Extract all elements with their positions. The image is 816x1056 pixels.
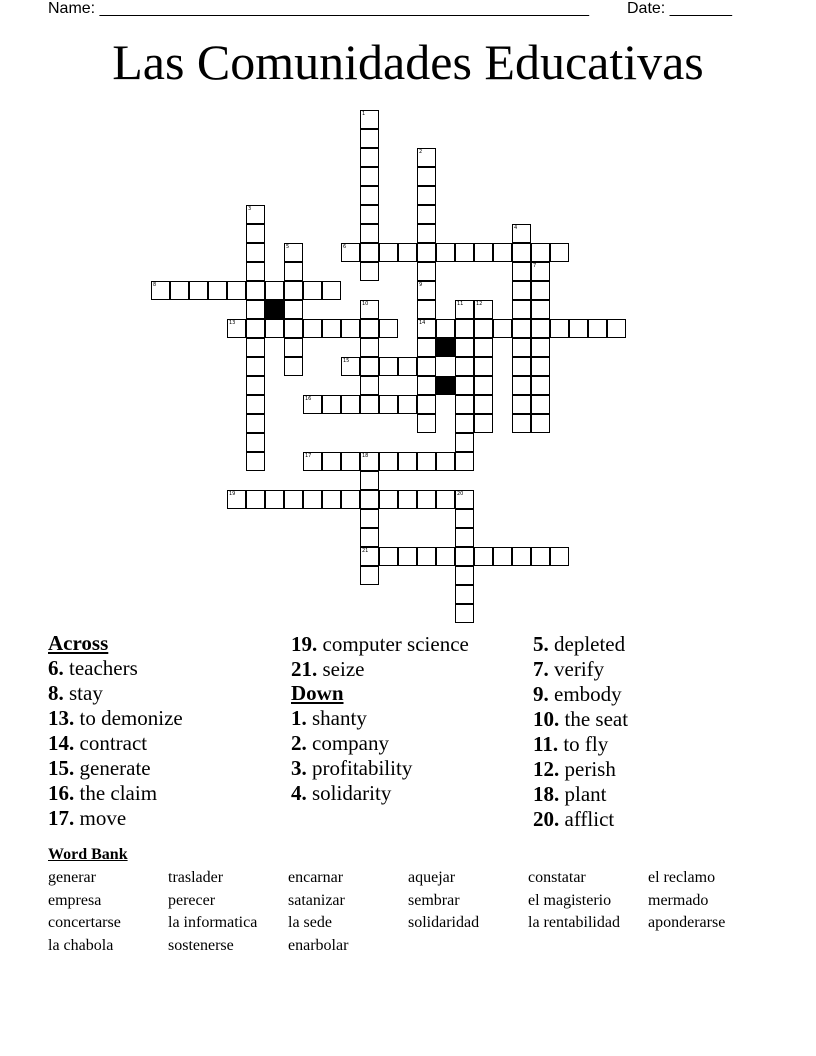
clue-item (48, 756, 183, 781)
crossword-cell[interactable] (246, 414, 265, 433)
crossword-cell[interactable] (360, 452, 379, 471)
crossword-cell[interactable] (322, 452, 341, 471)
clue-item (291, 632, 469, 657)
crossword-cell[interactable] (398, 395, 417, 414)
crossword-cell[interactable] (417, 167, 436, 186)
crossword-cell[interactable] (246, 243, 265, 262)
clue-text: contract (74, 731, 148, 755)
clue-text: plant (559, 782, 607, 806)
clue-number: 8 (153, 282, 157, 288)
clue-text: computer science (317, 632, 469, 656)
crossword-cell[interactable] (360, 186, 379, 205)
crossword-cell[interactable] (379, 243, 398, 262)
clue-item (533, 757, 628, 782)
crossword-cell[interactable] (341, 357, 360, 376)
crossword-cell[interactable] (151, 281, 170, 300)
crossword-cell[interactable] (455, 357, 474, 376)
clue-text: profitability (306, 756, 413, 780)
crossword-cell[interactable] (550, 243, 569, 262)
crossword-cell[interactable] (341, 490, 360, 509)
word-bank-word: sostenerse (168, 936, 234, 954)
crossword-cell[interactable] (303, 319, 322, 338)
crossword-cell[interactable] (512, 281, 531, 300)
date-field-label: Date: _______ (627, 0, 732, 17)
clue-item (533, 707, 628, 732)
crossword-cell[interactable] (284, 338, 303, 357)
crossword-cell[interactable] (417, 490, 436, 509)
crossword-cell[interactable] (246, 357, 265, 376)
clue-number: 7 (533, 263, 537, 269)
clue-text: shanty (306, 706, 367, 730)
name-field-label: Name: _______________________________________________________ (48, 0, 589, 17)
crossword-cell[interactable] (474, 414, 493, 433)
crossword-cell[interactable] (569, 319, 588, 338)
crossword-cell[interactable] (531, 414, 550, 433)
crossword-cell[interactable] (417, 186, 436, 205)
clue-number: 14 (419, 320, 426, 326)
crossword-cell[interactable] (493, 547, 512, 566)
crossword-cell[interactable] (455, 490, 474, 509)
word-bank-word: la rentabilidad (528, 914, 620, 931)
crossword-cell[interactable] (246, 490, 265, 509)
crossword-cell[interactable] (379, 319, 398, 338)
clue-number: 10 (362, 301, 369, 307)
word-bank-word: satanizar (288, 891, 345, 909)
crossword-cell[interactable] (379, 395, 398, 414)
word-bank-word: el reclamo (648, 869, 716, 886)
crossword-cell[interactable] (417, 452, 436, 471)
crossword-cell[interactable] (265, 281, 284, 300)
crossword-cell[interactable] (360, 110, 379, 129)
clue-number: 11 (457, 301, 464, 307)
crossword-cell[interactable] (512, 224, 531, 243)
crossword-cell[interactable] (284, 490, 303, 509)
clue-number: 5 (286, 244, 290, 250)
crossword-cell[interactable] (360, 224, 379, 243)
crossword-cell[interactable] (246, 338, 265, 357)
word-bank-title: Word Bank (48, 846, 128, 863)
crossword-cell[interactable] (398, 452, 417, 471)
word-bank-word: solidaridad (408, 914, 480, 931)
word-bank-word: perecer (168, 891, 216, 909)
clue-column-1 (48, 632, 183, 831)
clue-item (48, 731, 183, 756)
clue-text: company (306, 731, 389, 755)
clue-number: 2. (291, 731, 307, 755)
crossword-cell[interactable] (360, 395, 379, 414)
crossword-cell[interactable] (398, 357, 417, 376)
clue-text: seize (317, 657, 365, 681)
clue-number: 4. (291, 781, 307, 805)
crossword-cell[interactable] (531, 319, 550, 338)
clue-number: 1. (291, 706, 307, 730)
crossword-cell[interactable] (512, 376, 531, 395)
clue-text: stay (63, 681, 103, 705)
clue-text: the claim (74, 781, 158, 805)
crossword-cell[interactable] (531, 395, 550, 414)
clue-number: 13. (48, 706, 75, 730)
crossword-cell[interactable] (303, 490, 322, 509)
clue-number: 17. (48, 806, 75, 830)
crossword-cell[interactable] (379, 547, 398, 566)
clue-item (48, 706, 183, 731)
crossword-cell[interactable] (588, 319, 607, 338)
crossword-cell[interactable] (455, 547, 474, 566)
crossword-cell[interactable] (455, 319, 474, 338)
crossword-cell[interactable] (512, 547, 531, 566)
clue-item (533, 782, 628, 807)
clue-number: 12 (476, 301, 483, 307)
crossword-cell[interactable] (474, 319, 493, 338)
word-bank-word: empresa (48, 891, 102, 909)
clue-text: solidarity (306, 781, 392, 805)
clue-number: 16 (305, 396, 312, 402)
crossword-cell[interactable] (474, 243, 493, 262)
crossword-cell[interactable] (360, 129, 379, 148)
crossword-cell[interactable] (341, 243, 360, 262)
word-bank-word: traslader (168, 869, 224, 886)
crossword-cell[interactable] (246, 300, 265, 319)
crossword-cell[interactable] (246, 281, 265, 300)
crossword-cell[interactable] (531, 281, 550, 300)
crossword-cell[interactable] (455, 300, 474, 319)
crossword-cell[interactable] (284, 281, 303, 300)
crossword-cell[interactable] (474, 357, 493, 376)
clue-number: 5. (533, 632, 549, 656)
crossword-cell[interactable] (341, 452, 360, 471)
crossword-cell[interactable] (512, 338, 531, 357)
clue-item (533, 657, 628, 682)
crossword-cell[interactable] (284, 357, 303, 376)
clue-item (533, 682, 628, 707)
clue-item (291, 731, 469, 756)
clue-number: 20. (533, 807, 560, 831)
crossword-cell[interactable] (360, 357, 379, 376)
black-cell (436, 376, 455, 395)
clue-text: the seat (559, 707, 629, 731)
clue-number: 10. (533, 707, 560, 731)
word-bank-word: constatar (528, 869, 586, 886)
crossword-cell[interactable] (531, 338, 550, 357)
crossword-cell[interactable] (531, 243, 550, 262)
crossword-cell[interactable] (322, 281, 341, 300)
crossword-cell[interactable] (246, 319, 265, 338)
crossword-cell[interactable] (379, 490, 398, 509)
crossword-cell[interactable] (360, 509, 379, 528)
clue-number: 18. (533, 782, 560, 806)
crossword-cell[interactable] (246, 224, 265, 243)
crossword-cell[interactable] (246, 452, 265, 471)
word-bank-word: enarbolar (288, 936, 349, 954)
crossword-cell[interactable] (417, 338, 436, 357)
clue-item (48, 806, 183, 831)
crossword-cell[interactable] (474, 395, 493, 414)
crossword-cell[interactable] (417, 243, 436, 262)
clue-number: 8. (48, 681, 64, 705)
clue-text: perish (559, 757, 616, 781)
clue-number: 11. (533, 732, 559, 756)
crossword-cell[interactable] (512, 414, 531, 433)
crossword-cell[interactable] (436, 243, 455, 262)
word-bank-word: aponderarse (648, 914, 726, 931)
crossword-cell[interactable] (322, 319, 341, 338)
clue-item (291, 756, 469, 781)
crossword-cell[interactable] (398, 243, 417, 262)
crossword-cell[interactable] (474, 376, 493, 395)
clue-text: to demonize (74, 706, 183, 730)
clue-number: 9 (419, 282, 423, 288)
crossword-cell[interactable] (379, 452, 398, 471)
word-bank-word: generar (48, 869, 96, 886)
clue-text: generate (74, 756, 151, 780)
clue-item (533, 732, 628, 757)
crossword-cell[interactable] (417, 547, 436, 566)
clue-item (533, 807, 628, 832)
clue-text: teachers (63, 656, 138, 680)
crossword-cell[interactable] (360, 376, 379, 395)
crossword-cell[interactable] (512, 357, 531, 376)
clue-number: 2 (419, 149, 423, 155)
crossword-cell[interactable] (417, 224, 436, 243)
crossword-cell[interactable] (360, 471, 379, 490)
crossword-cell[interactable] (455, 433, 474, 452)
crossword-cell[interactable] (398, 547, 417, 566)
word-bank-word: mermado (648, 891, 709, 909)
clue-text: move (74, 806, 127, 830)
crossword-cell[interactable] (455, 376, 474, 395)
crossword-cell[interactable] (284, 300, 303, 319)
crossword-cell[interactable] (246, 395, 265, 414)
crossword-cell[interactable] (284, 243, 303, 262)
clue-number: 6. (48, 656, 64, 680)
crossword-cell[interactable] (360, 547, 379, 566)
crossword-cell[interactable] (417, 319, 436, 338)
crossword-cell[interactable] (455, 585, 474, 604)
crossword-cell[interactable] (455, 338, 474, 357)
clue-item (291, 657, 469, 682)
clue-text: verify (548, 657, 605, 681)
crossword-cell[interactable] (398, 490, 417, 509)
crossword-cell[interactable] (455, 604, 474, 623)
crossword-cell[interactable] (531, 300, 550, 319)
clue-item (48, 781, 183, 806)
black-cell (436, 338, 455, 357)
clue-column-2 (291, 632, 469, 806)
crossword-cell[interactable] (246, 262, 265, 281)
crossword-cell[interactable] (360, 167, 379, 186)
crossword-cell[interactable] (170, 281, 189, 300)
crossword-cell[interactable] (341, 319, 360, 338)
crossword-cell[interactable] (607, 319, 626, 338)
clue-number: 19 (229, 491, 236, 497)
clue-number: 16. (48, 781, 75, 805)
crossword-cell[interactable] (512, 262, 531, 281)
crossword-cell[interactable] (417, 148, 436, 167)
crossword-cell[interactable] (455, 509, 474, 528)
crossword-cell[interactable] (246, 205, 265, 224)
crossword-cell[interactable] (550, 319, 569, 338)
crossword-cell[interactable] (493, 319, 512, 338)
crossword-cell[interactable] (455, 528, 474, 547)
crossword-cell[interactable] (512, 395, 531, 414)
crossword-cell[interactable] (474, 300, 493, 319)
clue-item (291, 706, 469, 731)
across-heading: Across (48, 631, 109, 655)
crossword-cell[interactable] (474, 338, 493, 357)
crossword-cell[interactable] (455, 566, 474, 585)
crossword-cell[interactable] (246, 376, 265, 395)
crossword-cell[interactable] (227, 319, 246, 338)
crossword-cell[interactable] (417, 205, 436, 224)
clue-item (533, 632, 628, 657)
clue-number: 15. (48, 756, 75, 780)
crossword-cell[interactable] (189, 281, 208, 300)
crossword-cell[interactable] (284, 262, 303, 281)
word-bank-word: concertarse (48, 914, 121, 931)
word-bank-word: el magisterio (528, 891, 612, 909)
black-cell (265, 300, 284, 319)
clue-number: 1 (362, 111, 366, 117)
crossword-cell[interactable] (417, 281, 436, 300)
crossword-cell[interactable] (379, 357, 398, 376)
crossword-cell[interactable] (360, 528, 379, 547)
clue-number: 6 (343, 244, 347, 250)
crossword-cell[interactable] (227, 281, 246, 300)
clue-number: 14. (48, 731, 75, 755)
crossword-cell[interactable] (531, 357, 550, 376)
crossword-cell[interactable] (303, 395, 322, 414)
crossword-cell[interactable] (455, 452, 474, 471)
clue-number: 3 (248, 206, 252, 212)
clue-item (291, 781, 469, 806)
crossword-cell[interactable] (360, 566, 379, 585)
clue-number: 12. (533, 757, 560, 781)
clue-number: 15 (343, 358, 350, 364)
crossword-cell[interactable] (360, 490, 379, 509)
crossword-cell[interactable] (436, 490, 455, 509)
crossword-cell[interactable] (303, 452, 322, 471)
crossword-cell[interactable] (341, 395, 360, 414)
crossword-cell[interactable] (417, 395, 436, 414)
crossword-cell[interactable] (436, 452, 455, 471)
crossword-cell[interactable] (417, 376, 436, 395)
crossword-cell[interactable] (208, 281, 227, 300)
word-bank-word: la informatica (168, 914, 258, 931)
clue-text: afflict (559, 807, 615, 831)
crossword-cell[interactable] (512, 300, 531, 319)
word-bank-word: encarnar (288, 869, 344, 886)
crossword-cell[interactable] (455, 395, 474, 414)
crossword-cell[interactable] (531, 547, 550, 566)
crossword-cell[interactable] (322, 490, 341, 509)
word-bank-word: aquejar (408, 869, 456, 886)
clue-number: 18 (362, 453, 369, 459)
crossword-cell[interactable] (303, 281, 322, 300)
crossword-cell[interactable] (417, 262, 436, 281)
crossword-cell[interactable] (227, 490, 246, 509)
clue-number: 9. (533, 682, 549, 706)
clue-number: 19. (291, 632, 318, 656)
clue-number: 20 (457, 491, 464, 497)
crossword-cell[interactable] (550, 547, 569, 566)
crossword-cell[interactable] (360, 243, 379, 262)
crossword-cell[interactable] (246, 433, 265, 452)
down-heading: Down (291, 681, 344, 705)
crossword-cell[interactable] (360, 300, 379, 319)
crossword-cell[interactable] (531, 262, 550, 281)
page-title: Las Comunidades Educativas (112, 34, 704, 90)
crossword-cell[interactable] (436, 547, 455, 566)
crossword-cell[interactable] (360, 319, 379, 338)
crossword-cell[interactable] (455, 243, 474, 262)
clue-number: 4 (514, 225, 518, 231)
clue-number: 21 (362, 548, 369, 554)
crossword-cell[interactable] (360, 148, 379, 167)
clue-text: depleted (548, 632, 626, 656)
clue-item (48, 681, 183, 706)
clue-text: to fly (558, 732, 609, 756)
crossword-cell[interactable] (474, 547, 493, 566)
crossword-cell[interactable] (455, 414, 474, 433)
clue-text: embody (548, 682, 622, 706)
crossword-cell[interactable] (284, 319, 303, 338)
crossword-cell[interactable] (360, 262, 379, 281)
crossword-cell[interactable] (265, 319, 284, 338)
crossword-cell[interactable] (512, 243, 531, 262)
crossword-cell[interactable] (417, 357, 436, 376)
crossword-cell[interactable] (417, 414, 436, 433)
word-bank-word: la chabola (48, 936, 114, 954)
crossword-cell[interactable] (360, 205, 379, 224)
crossword-cell[interactable] (360, 338, 379, 357)
clue-number: 3. (291, 756, 307, 780)
clue-item (48, 656, 183, 681)
clue-column-3 (533, 632, 628, 832)
clue-number: 13 (229, 320, 236, 326)
crossword-cell[interactable] (493, 243, 512, 262)
crossword-cell[interactable] (322, 395, 341, 414)
crossword-cell[interactable] (265, 490, 284, 509)
crossword-cell[interactable] (417, 300, 436, 319)
word-bank-word: la sede (288, 914, 332, 931)
crossword-cell[interactable] (436, 319, 455, 338)
clue-number: 17 (305, 453, 312, 459)
clue-number: 7. (533, 657, 549, 681)
word-bank-word: sembrar (408, 891, 460, 909)
crossword-cell[interactable] (512, 319, 531, 338)
clue-number: 21. (291, 657, 318, 681)
crossword-cell[interactable] (531, 376, 550, 395)
